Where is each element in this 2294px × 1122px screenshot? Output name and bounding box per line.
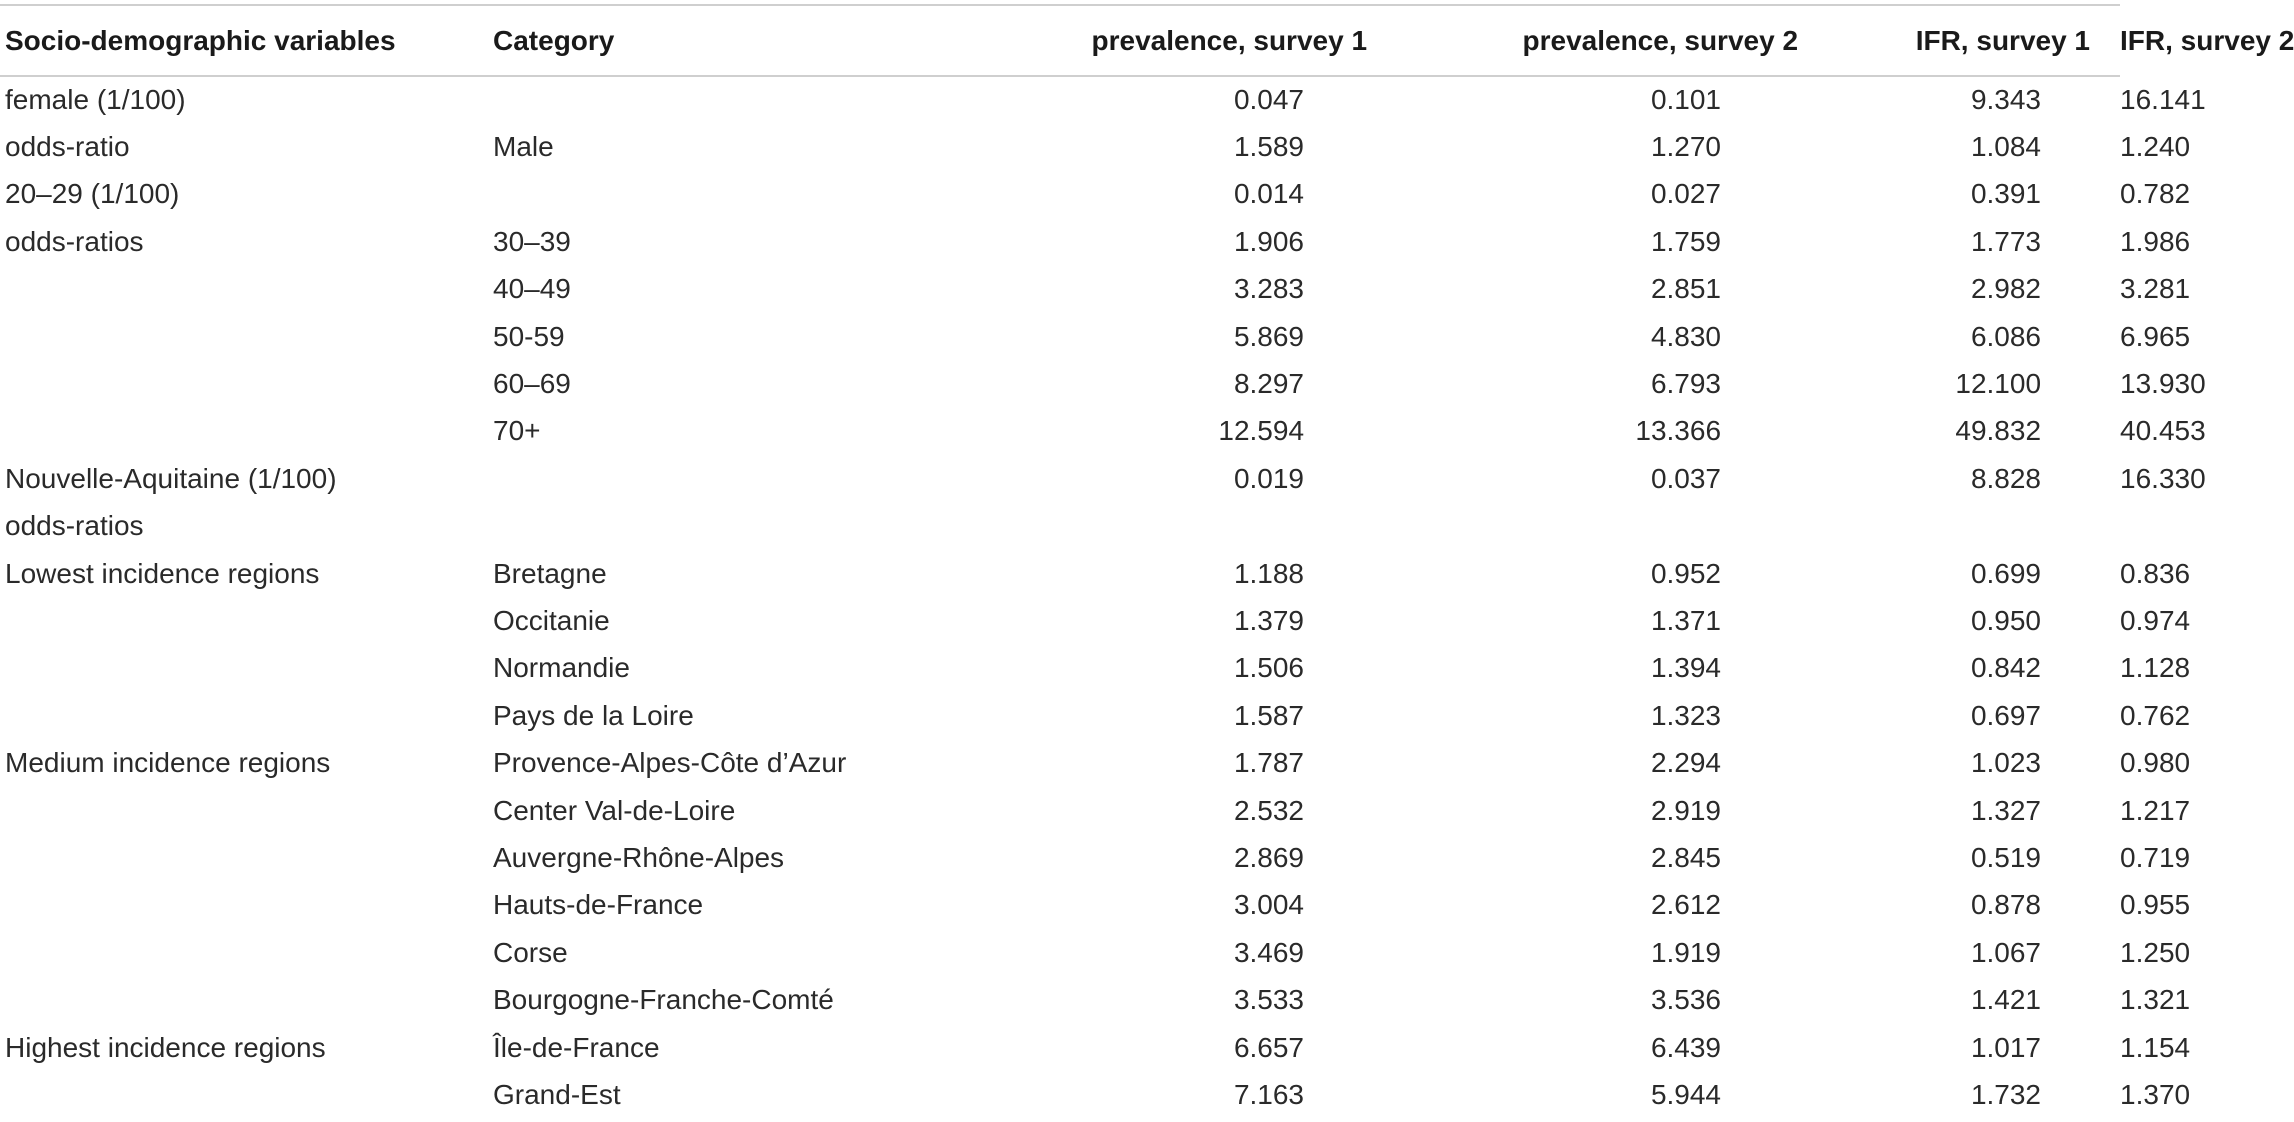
cell-category: 60–69 [493, 368, 571, 400]
cell-category: Provence-Alpes-Côte d’Azur [493, 747, 847, 779]
table-header-row: Socio-demographic variables Category prevalence, survey 1 prevalence, survey 2 IFR, survey 1 IFR, survey 2 [0, 5, 2120, 76]
cell-prevalence-survey-2: 2.294 [1650, 747, 1722, 779]
cell-ifr-survey-1: 49.832 [1955, 415, 2042, 447]
header-prevalence-survey-1: prevalence, survey 1 [993, 5, 1485, 76]
cell-variable [0, 692, 493, 739]
cell-category: Male [493, 131, 554, 163]
results-table [0, 4, 2294, 1119]
cell-variable: Lowest incidence regions [5, 557, 320, 589]
cell-category: Hauts-de-France [493, 889, 704, 921]
table-row: Bourgogne-Franche-Comté 3.533 3.536 1.421 1.321 [0, 976, 2120, 1023]
cell-prevalence-survey-1 [993, 503, 1485, 550]
cell-prevalence-survey-2: 1.759 [1650, 225, 1722, 257]
cell-variable [0, 597, 493, 644]
header-ifr-survey-1: IFR, survey 1 [1800, 5, 2120, 76]
cell-category: 40–49 [493, 273, 571, 305]
table-row: Nouvelle-Aquitaine (1/100) 0.019 0.037 8.828 16.330 [0, 455, 2120, 502]
cell-ifr-survey-1: 1.421 [1970, 984, 2042, 1016]
cell-ifr-survey-1: 0.950 [1970, 604, 2042, 636]
cell-prevalence-survey-1: 6.657 [1233, 1031, 1305, 1063]
cell-prevalence-survey-2: 0.027 [1650, 178, 1722, 210]
cell-prevalence-survey-1: 3.533 [1233, 984, 1305, 1016]
cell-prevalence-survey-2: 0.101 [1650, 84, 1722, 116]
cell-prevalence-survey-2: 2.612 [1650, 889, 1722, 921]
cell-prevalence-survey-1: 0.019 [1233, 462, 1305, 494]
cell-category: Grand-Est [493, 1078, 621, 1110]
table-row: 40–49 3.283 2.851 2.982 3.281 [0, 266, 2120, 313]
cell-prevalence-survey-1: 0.014 [1233, 178, 1305, 210]
cell-prevalence-survey-1: 1.906 [1233, 225, 1305, 257]
cell-category: 30–39 [493, 225, 571, 257]
table-row: Lowest incidence regions Bretagne 1.188 0.952 0.699 0.836 [0, 550, 2120, 597]
cell-variable [0, 313, 493, 360]
cell-ifr-survey-1: 6.086 [1970, 320, 2042, 352]
cell-variable [0, 929, 493, 976]
cell-prevalence-survey-2: 6.793 [1650, 368, 1722, 400]
table-row: 20–29 (1/100) 0.014 0.027 0.391 0.782 [0, 171, 2120, 218]
cell-prevalence-survey-1: 2.532 [1233, 794, 1305, 826]
table-row: Pays de la Loire 1.587 1.323 0.697 0.762 [0, 692, 2120, 739]
table-row: Hauts-de-France 3.004 2.612 0.878 0.955 [0, 882, 2120, 929]
cell-prevalence-survey-2: 1.270 [1650, 131, 1722, 163]
cell-ifr-survey-1: 2.982 [1970, 273, 2042, 305]
cell-prevalence-survey-1: 1.587 [1233, 699, 1305, 731]
table-row: odds-ratios 30–39 1.906 1.759 1.773 1.986 [0, 218, 2120, 265]
table-row [0, 503, 2120, 550]
cell-ifr-survey-1 [1800, 503, 2120, 550]
cell-prevalence-survey-2: 0.952 [1650, 557, 1722, 589]
cell-prevalence-survey-1: 12.594 [1218, 415, 1305, 447]
cell-category: Corse [493, 936, 568, 968]
cell-ifr-survey-1: 1.017 [1970, 1031, 2042, 1063]
cell-prevalence-survey-2: 2.845 [1650, 841, 1722, 873]
cell-category: Bretagne [493, 557, 607, 589]
table-body [0, 76, 2206, 1119]
cell-variable: odds-ratios [5, 225, 144, 257]
cell-variable [0, 834, 493, 881]
cell-category [493, 455, 993, 502]
cell-prevalence-survey-1: 1.506 [1233, 652, 1305, 684]
cell-prevalence-survey-1: 2.869 [1233, 841, 1305, 873]
cell-category: Normandie [493, 652, 630, 684]
cell-ifr-survey-1: 0.878 [1970, 889, 2042, 921]
table-row: 50-59 5.869 4.830 6.086 6.965 [0, 313, 2120, 360]
cell-ifr-survey-1: 1.023 [1970, 747, 2042, 779]
cell-variable [0, 408, 493, 455]
table-row: Highest incidence regions Île-de-France 6.657 6.439 1.017 1.154 [0, 1024, 2120, 1071]
cell-prevalence-survey-1: 1.589 [1233, 131, 1305, 163]
cell-variable [0, 976, 493, 1023]
cell-prevalence-survey-2: 1.371 [1650, 604, 1722, 636]
cell-category: Center Val-de-Loire [493, 794, 736, 826]
cell-variable: Highest incidence regions [5, 1031, 326, 1063]
cell-category: Pays de la Loire [493, 699, 694, 731]
cell-ifr-survey-1: 0.699 [1970, 557, 2042, 589]
cell-prevalence-survey-1: 1.188 [1233, 557, 1305, 589]
cell-prevalence-survey-1: 3.004 [1233, 889, 1305, 921]
cell-category: Bourgogne-Franche-Comté [493, 984, 834, 1016]
header-prevalence-survey-2: prevalence, survey 2 [1485, 5, 1800, 76]
cell-ifr-survey-1: 0.697 [1970, 699, 2042, 731]
cell-category [493, 171, 993, 218]
cell-prevalence-survey-1: 0.047 [1233, 84, 1305, 116]
cell-ifr-survey-1: 1.084 [1970, 131, 2042, 163]
cell-variable: female (1/100) [5, 84, 186, 116]
cell-ifr-survey-1: 9.343 [1970, 84, 2042, 116]
cell-variable: 20–29 (1/100) [5, 178, 180, 210]
cell-variable [0, 645, 493, 692]
table-row: Center Val-de-Loire 2.532 2.919 1.327 1.217 [0, 787, 2120, 834]
cell-prevalence-survey-2: 0.037 [1650, 462, 1722, 494]
cell-variable [0, 1071, 493, 1118]
table-row: Normandie 1.506 1.394 0.842 1.128 [0, 645, 2120, 692]
cell-variable: Medium incidence regions [5, 747, 331, 779]
cell-ifr-survey-1: 0.391 [1970, 178, 2042, 210]
table-row: Medium incidence regions Provence-Alpes-Côte d’Azur 1.787 2.294 1.023 0.980 [0, 739, 2120, 786]
cell-prevalence-survey-1: 7.163 [1233, 1078, 1305, 1110]
cell-ifr-survey-1: 1.732 [1970, 1078, 2042, 1110]
results-table-container [0, 4, 2294, 1119]
table-row: female (1/100) 0.047 0.101 9.343 16.141 [0, 76, 2120, 123]
table-row: Auvergne-Rhône-Alpes 2.869 2.845 0.519 0.719 [0, 834, 2120, 881]
header-category: Category [493, 5, 993, 76]
cell-variable [0, 882, 493, 929]
cell-category: Île-de-France [493, 1031, 660, 1063]
cell-prevalence-survey-2: 5.944 [1650, 1078, 1722, 1110]
cell-prevalence-survey-1: 3.469 [1233, 936, 1305, 968]
table-row: 70+ 12.594 13.366 49.832 40.453 [0, 408, 2120, 455]
cell-category [493, 503, 993, 550]
cell-prevalence-survey-1: 5.869 [1233, 320, 1305, 352]
cell-ifr-survey-1: 8.828 [1970, 462, 2042, 494]
cell-prevalence-survey-2: 3.536 [1650, 984, 1722, 1016]
table-row: odds-ratio Male 1.589 1.270 1.084 1.240 [0, 123, 2120, 170]
header-variable: Socio-demographic variables [0, 5, 493, 76]
cell-category: 50-59 [493, 320, 565, 352]
cell-prevalence-survey-1: 1.379 [1233, 604, 1305, 636]
cell-prevalence-survey-2: 1.323 [1650, 699, 1722, 731]
cell-category [493, 76, 993, 123]
cell-variable [0, 360, 493, 407]
cell-prevalence-survey-2: 2.919 [1650, 794, 1722, 826]
cell-ifr-survey-1: 0.842 [1970, 652, 2042, 684]
cell-variable [0, 787, 493, 834]
cell-category: Auvergne-Rhône-Alpes [493, 841, 785, 873]
table-row: 60–69 8.297 6.793 12.100 13.930 [0, 360, 2120, 407]
cell-ifr-survey-1: 1.327 [1970, 794, 2042, 826]
cell-category: 70+ [493, 415, 541, 447]
table-row: Corse 3.469 1.919 1.067 1.250 [0, 929, 2120, 976]
cell-prevalence-survey-2: 1.394 [1650, 652, 1722, 684]
cell-prevalence-survey-2: 4.830 [1650, 320, 1722, 352]
cell-prevalence-survey-2 [1485, 503, 1800, 550]
cell-prevalence-survey-1: 1.787 [1233, 747, 1305, 779]
cell-category: Occitanie [493, 604, 610, 636]
cell-ifr-survey-1: 1.773 [1970, 225, 2042, 257]
cell-ifr-survey-1: 1.067 [1970, 936, 2042, 968]
cell-prevalence-survey-2: 13.366 [1635, 415, 1722, 447]
cell-prevalence-survey-1: 8.297 [1233, 368, 1305, 400]
cell-variable [0, 266, 493, 313]
cell-prevalence-survey-2: 6.439 [1650, 1031, 1722, 1063]
cell-prevalence-survey-2: 1.919 [1650, 936, 1722, 968]
cell-ifr-survey-1: 12.100 [1955, 368, 2042, 400]
cell-variable: odds-ratio [5, 131, 130, 163]
table-row: Occitanie 1.379 1.371 0.950 0.974 [0, 597, 2120, 644]
cell-prevalence-survey-2: 2.851 [1650, 273, 1722, 305]
cell-variable: odds-ratios [5, 510, 144, 542]
cell-variable: Nouvelle-Aquitaine (1/100) [5, 462, 337, 494]
table-row: Grand-Est 7.163 5.944 1.732 1.370 [0, 1071, 2120, 1118]
cell-prevalence-survey-1: 3.283 [1233, 273, 1305, 305]
cell-ifr-survey-1: 0.519 [1970, 841, 2042, 873]
